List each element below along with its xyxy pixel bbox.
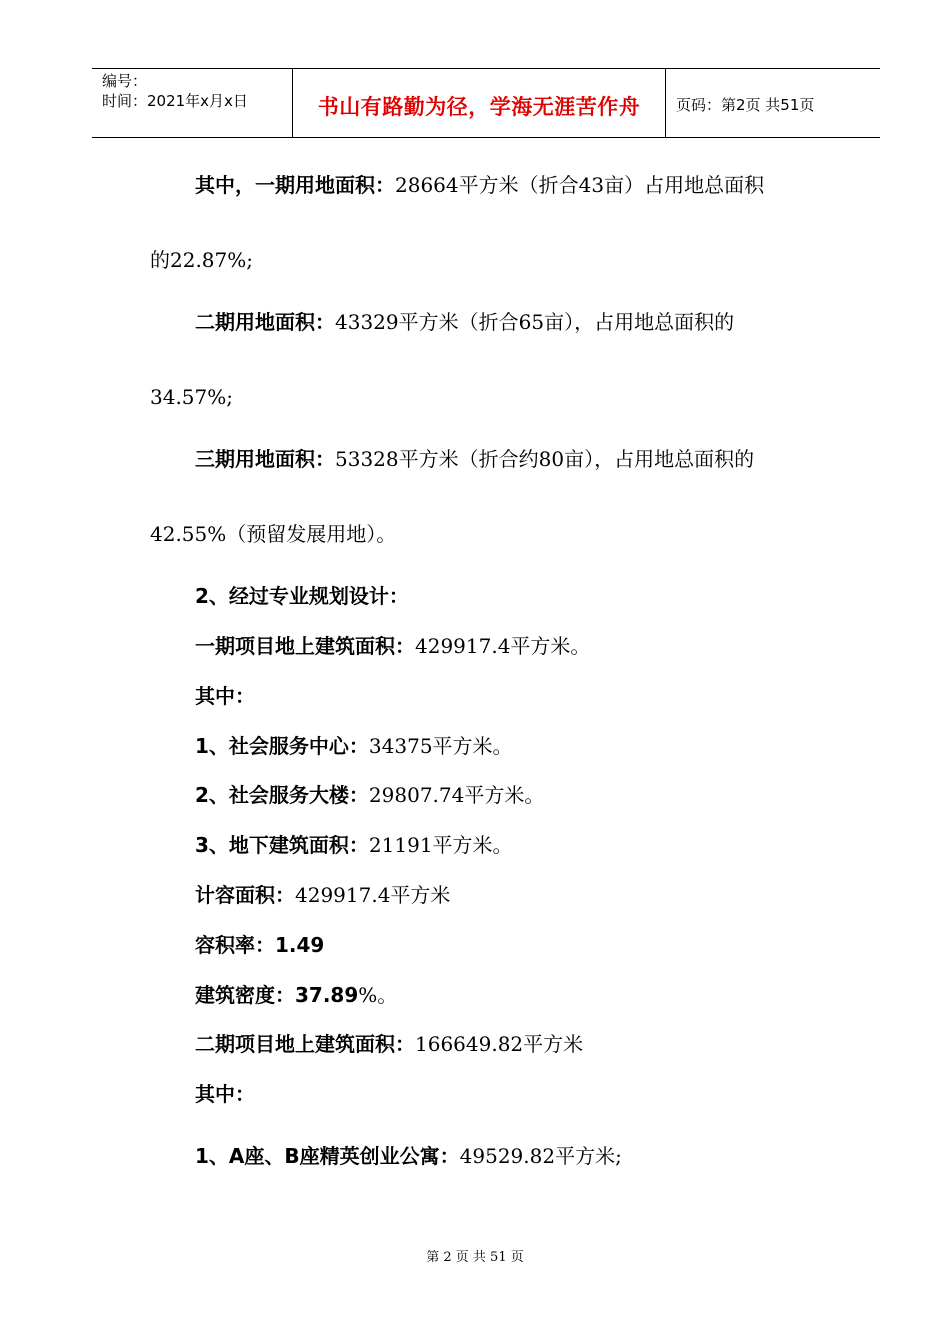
header-slogan: 书山有路勤为径，学海无涯苦作舟 (317, 95, 641, 119)
paragraph-service-center (195, 733, 513, 759)
paragraph-bold: 2、社会服务大楼： (195, 783, 369, 807)
header-meta-cell (92, 69, 293, 137)
paragraph-text: 53328平方米（折合约80亩），占用地总面积的 (335, 447, 755, 471)
paragraph-of-which-2 (195, 1081, 255, 1107)
serial-number-label: 编号： (102, 72, 148, 90)
paragraph-bold: 二期项目地上建筑面积： (195, 1032, 415, 1056)
paragraph-phase3-land (195, 446, 754, 472)
header-page-info: 页码：第2页 共51页 (676, 96, 815, 114)
paragraph-text: 43329平方米（折合65亩），占用地总面积的 (335, 310, 735, 334)
paragraph-phase2-building-area (195, 1031, 583, 1057)
paragraph-text: 21191平方米。 (368, 833, 513, 857)
paragraph-underground-area (195, 832, 513, 858)
paragraph-bold: 其中： (195, 684, 255, 708)
paragraph-bold: 1、社会服务中心： (195, 734, 369, 758)
paragraph-capacity-area (195, 882, 450, 908)
paragraph-phase3-ratio (150, 521, 396, 547)
paragraph-building-density (195, 982, 397, 1008)
paragraph-service-building (195, 782, 544, 808)
paragraph-bold: 计容面积： (195, 883, 295, 907)
paragraph-text: 的22.87%; (150, 248, 253, 272)
paragraph-plot-ratio (195, 932, 324, 958)
paragraph-bold: 1、A座、B座精英创业公寓： (195, 1144, 460, 1168)
paragraph-phase1-ratio (150, 247, 253, 273)
time-label: 时间：2021年x月x日 (102, 92, 248, 110)
paragraph-elite-apartments (195, 1143, 622, 1169)
paragraph-text: 166649.82平方米 (415, 1032, 584, 1056)
paragraph-bold: 二期用地面积： (195, 310, 335, 334)
paragraph-text: 34.57%; (150, 385, 233, 409)
paragraph-bold: 建筑密度：37.89 (195, 983, 359, 1007)
header-page-cell (666, 69, 880, 137)
paragraph-bold: 其中，一期用地面积： (195, 173, 395, 197)
paragraph-of-which-1 (195, 683, 255, 709)
header-slogan-cell (293, 69, 666, 137)
paragraph-phase2-land (195, 309, 734, 335)
paragraph-bold: 三期用地面积： (195, 447, 335, 471)
paragraph-text: 429917.4平方米 (295, 883, 451, 907)
paragraph-text: 49529.82平方米; (459, 1144, 622, 1168)
page-footer: 第 2 页 共 51 页 (426, 1250, 524, 1265)
paragraph-bold: 2、经过专业规划设计： (195, 584, 409, 608)
paragraph-planning-heading (195, 583, 409, 609)
paragraph-text: 34375平方米。 (368, 734, 513, 758)
paragraph-text: 28664平方米（折合43亩）占用地总面积 (395, 173, 765, 197)
paragraph-text: 42.55%（预留发展用地）。 (150, 522, 397, 546)
paragraph-phase1-land (195, 172, 764, 198)
page-header (92, 68, 880, 138)
paragraph-bold: 容积率：1.49 (195, 933, 325, 957)
paragraph-text: %。 (358, 983, 398, 1007)
paragraph-text: 29807.74平方米。 (368, 783, 545, 807)
paragraph-bold: 其中： (195, 1082, 255, 1106)
paragraph-phase1-building-area (195, 633, 590, 659)
paragraph-text: 429917.4平方米。 (415, 634, 591, 658)
paragraph-phase2-ratio (150, 384, 233, 410)
paragraph-bold: 3、地下建筑面积： (195, 833, 369, 857)
paragraph-bold: 一期项目地上建筑面积： (195, 634, 415, 658)
